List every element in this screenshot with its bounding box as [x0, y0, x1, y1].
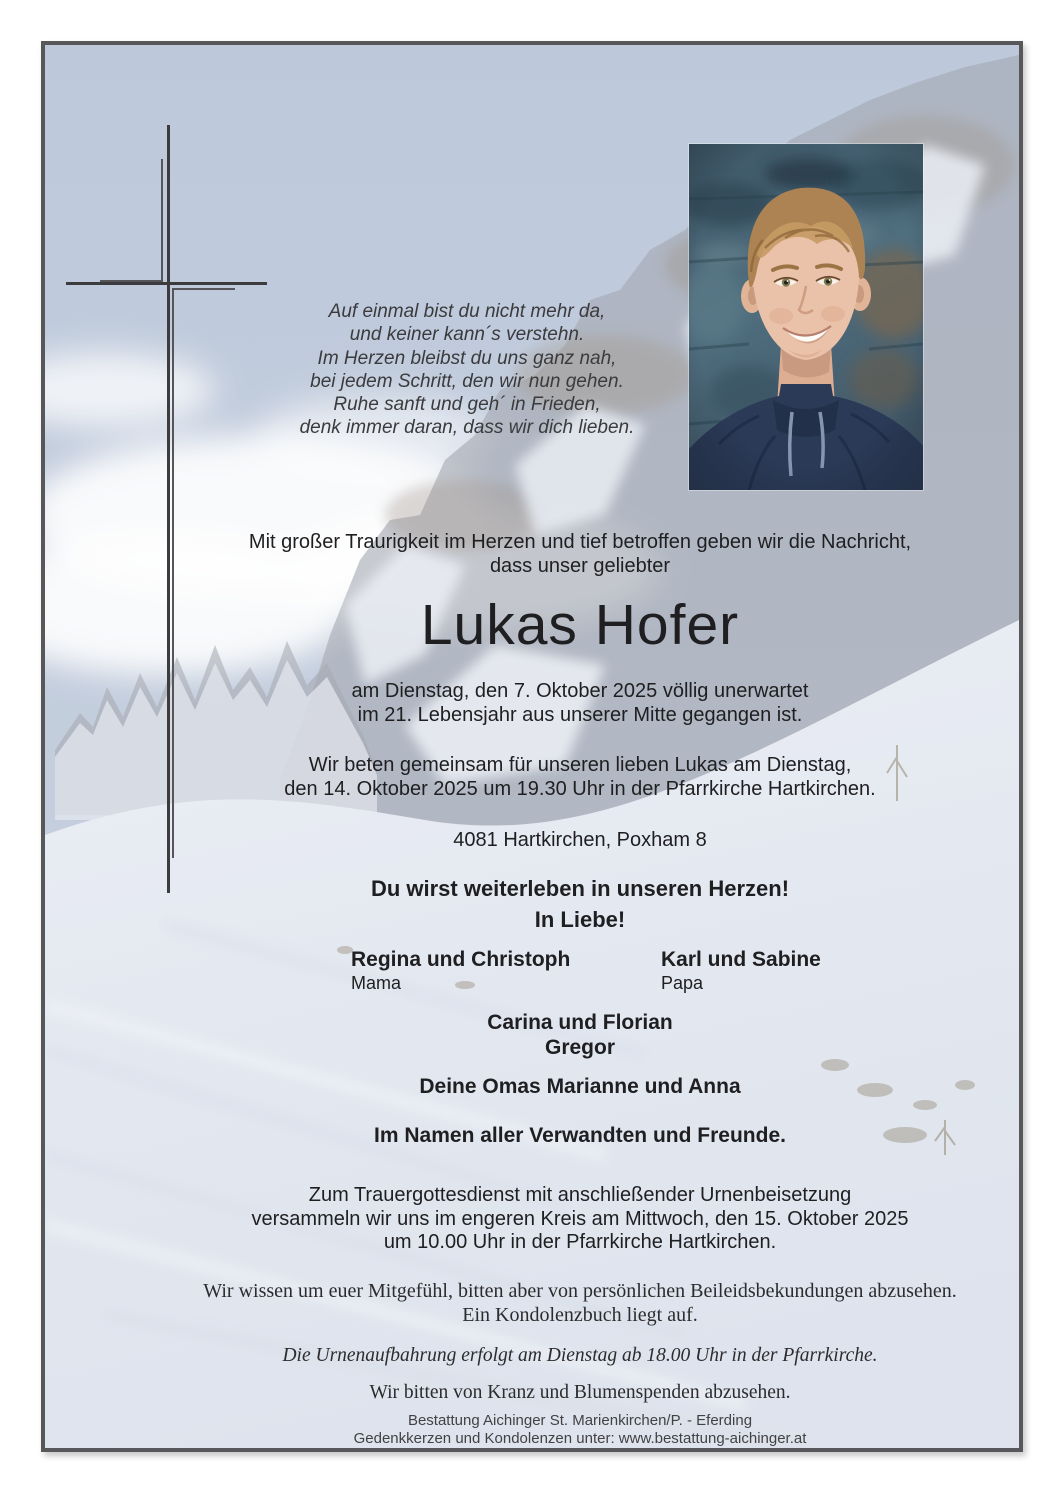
announcement-line: dass unser geliebter [489, 554, 671, 577]
siblings-line: Gregor [544, 1035, 615, 1059]
parent-names: Regina und Christoph [351, 948, 571, 971]
service-line: um 10.00 Uhr in der Pfarrkirche Hartkirchen. [383, 1231, 777, 1253]
urn-note: Die Urnenaufbahrung erfolgt am Dienstag ab 18.00 Uhr in der Pfarrkirche. [282, 1345, 878, 1366]
all-relatives-line: Im Namen aller Verwandten und Freunde. [374, 1124, 786, 1147]
siblings-block [135, 1011, 1023, 1060]
memorial-poem [187, 300, 747, 440]
cross-accent-line [161, 159, 163, 282]
death-line: am Dienstag, den 7. Oktober 2025 völlig unerwartet [351, 680, 809, 702]
service-line: versammeln wir uns im engeren Kreis am Mittwoch, den 15. Oktober 2025 [251, 1207, 909, 1230]
condolence-line: Ein Kondolenzbuch liegt auf. [462, 1303, 698, 1326]
parent-names: Karl und Sabine [661, 948, 821, 971]
announcement-intro [135, 531, 1023, 578]
memorial-card [41, 41, 1023, 1452]
poem-line: denk immer daran, dass wir dich lieben. [299, 417, 635, 439]
grandmas-line: Deine Omas Marianne und Anna [419, 1075, 741, 1098]
condolence-note [135, 1280, 1023, 1327]
poem-line: Auf einmal bist du nicht mehr da, [328, 301, 606, 322]
farewell-block [135, 874, 1023, 935]
prayer-details [135, 754, 1023, 801]
prayer-line: den 14. Oktober 2025 um 19.30 Uhr in der Pfarrkirche Hartkirchen. [284, 777, 876, 800]
farewell-line: Du wirst weiterleben in unseren Herzen! [370, 876, 790, 901]
parents-row [135, 948, 1023, 1002]
cross-accent-line [100, 280, 162, 282]
service-line: Zum Trauergottesdienst mit anschließender Urnenbeisetzung [308, 1184, 852, 1206]
flowers-note: Wir bitten von Kranz und Blumenspenden abzusehen. [369, 1382, 791, 1403]
condolence-line: Wir wissen um euer Mitgefühl, bitten aber von persönlichen Beileidsbekundungen abzusehen. [203, 1280, 957, 1302]
deceased-name: Lukas Hofer [420, 593, 740, 657]
cross-horizontal-line [66, 282, 267, 285]
poem-line: bei jedem Schritt, den wir nun gehen. [310, 370, 624, 392]
parent-role: Papa [661, 973, 704, 993]
cross-accent-line [172, 288, 235, 290]
parent-column-mama [351, 948, 611, 994]
funeral-home-line: Gedenkkerzen und Kondolenzen unter: www.bestattung-aichinger.at [353, 1429, 807, 1447]
poem-line: Im Herzen bleibst du uns ganz nah, [317, 347, 617, 369]
prayer-line: Wir beten gemeinsam für unseren lieben Lukas am Dienstag, [308, 754, 852, 776]
service-block [135, 1184, 1023, 1255]
poem-line: Ruhe sanft und geh´ in Frieden, [333, 394, 601, 416]
farewell-line: In Liebe! [534, 906, 626, 932]
poem-line: und keiner kann´s verstehn. [349, 324, 585, 346]
siblings-line: Carina und Florian [487, 1011, 673, 1034]
death-details [135, 680, 1023, 727]
parent-role: Mama [351, 973, 402, 993]
funeral-home-line: Bestattung Aichinger St. Marienkirchen/P. - Eferding [407, 1412, 753, 1429]
announcement-line: Mit großer Traurigkeit im Herzen und tief betroffen geben wir die Nachricht, [248, 531, 912, 553]
funeral-home-footer [135, 1412, 1023, 1447]
address-line: 4081 Hartkirchen, Poxham 8 [453, 829, 707, 851]
parent-column-papa [661, 948, 921, 994]
death-line: im 21. Lebensjahr aus unserer Mitte gegangen ist. [357, 703, 803, 726]
